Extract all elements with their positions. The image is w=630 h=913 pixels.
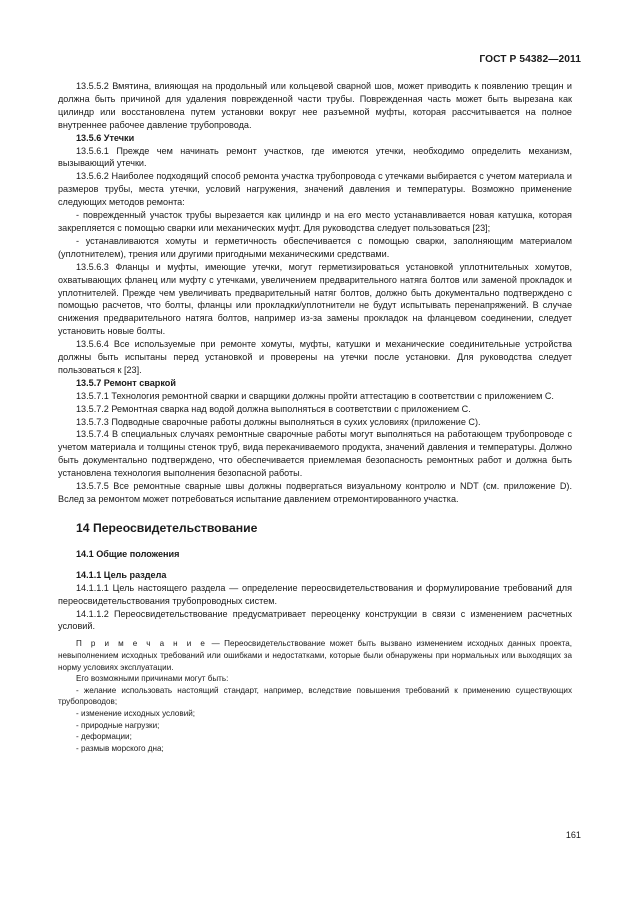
note-causes-intro: Его возможными причинами могут быть: xyxy=(76,674,229,684)
paragraph-13-5-5-2: 13.5.5.2 Вмятина, влияющая на продольный или кольцевой сварной шов, может приводить к появлению трещин и должна быть причиной для удаления поврежденной части трубы. Поврежденная часть может быть вырезана как цилиндр или восстановлена путем установки вокруг нее разъемной муфты, которая рассчитывается на полное внутреннее рабочее давление трубопровода. xyxy=(58,81,572,130)
list-item: - устанавливаются хомуты и герметичность обеспечивается с помощью сварки, заполняющим материалом (уплотнителем), трения или другими пригодными механическими средствами. xyxy=(58,235,572,259)
note-list-item: - деформации; xyxy=(76,732,132,742)
heading-13-5-7: 13.5.7 Ремонт сваркой xyxy=(76,377,176,388)
paragraph-13-5-7-3: 13.5.7.3 Подводные сварочные работы должны выполняться в сухих условиях (приложение С). xyxy=(76,416,481,427)
subsection-heading-14-1-1: 14.1.1 Цель раздела xyxy=(76,569,167,580)
paragraph-14-1-1-2: 14.1.1.2 Переосвидетельствование предусматривает переоценку конструкции в связи с изменением расчетных условий. xyxy=(58,608,572,632)
note-text: — Переосвидетельствование может быть вызвано изменением исходных данных проекта, невыполнением исходных требований или ошибками и недостатками, которые были обнаружены при нормальных или выходящих за норму условиях эксплуатации. xyxy=(58,639,572,672)
paragraph-13-5-6-1: 13.5.6.1 Прежде чем начинать ремонт участков, где имеются утечки, необходимо определить механизм, вызывающий утечки. xyxy=(58,145,572,169)
section-heading-14: 14 Переосвидетельствование xyxy=(76,520,258,535)
paragraph-13-5-7-5: 13.5.7.5 Все ремонтные сварные швы должны подвергаться визуальному контролю и NDT (см. приложение D). Вслед за ремонтом может потребоваться испытание давлением отремонтированного участка. xyxy=(58,481,572,504)
page-content xyxy=(58,80,572,754)
note-list-item: - природные нагрузки; xyxy=(76,720,160,730)
paragraph-13-5-7-2: 13.5.7.2 Ремонтная сварка над водой должна выполняться в соответствии с приложением С. xyxy=(76,403,471,414)
paragraph-13-5-6-2: 13.5.6.2 Наиболее подходящий способ ремонта участка трубопровода с утечками выбирается с учетом материала и размеров трубы, места утечки, условий нагружения, значений давления и температуры. Возможно применение следующих методов ремонта: xyxy=(58,171,572,208)
page-number: 161 xyxy=(565,830,581,840)
list-item: - поврежденный участок трубы вырезается как цилиндр и на его место устанавливается новая катушка, которая закрепляется с помощью сварки или механических муфт. Для руководства следует пользоваться [23]; xyxy=(58,210,572,233)
note-list-item: - изменение исходных условий; xyxy=(76,708,196,718)
subsection-heading-14-1: 14.1 Общие положения xyxy=(76,548,180,559)
paragraph-13-5-7-1: 13.5.7.1 Технология ремонтной сварки и сварщики должны пройти аттестацию в соответствии с приложением С. xyxy=(76,390,554,401)
document-code: ГОСТ Р 54382—2011 xyxy=(479,54,581,65)
paragraph-13-5-6-4: 13.5.6.4 Все используемые при ремонте хомуты, муфты, катушки и механические соединительные устройства должны быть испытаны перед установкой и проверены на утечки после установки. Для руководства следует пользоваться к [23]. xyxy=(58,339,572,375)
note-block xyxy=(58,638,572,754)
paragraph-14-1-1-1: 14.1.1.1 Цель настоящего раздела — определение переосвидетельствования и формулирование требований для переосвидетельствования трубопроводных систем. xyxy=(58,582,572,606)
paragraph-13-5-7-4: 13.5.7.4 В специальных случаях ремонтные сварочные работы могут выполняться на работающем трубопроводе с учетом материала и толщины стенок труб, вида перекачиваемого продукта, значений давления и температуры. Должно быть документально подтверждено, что обеспечивается приемлемая безопасность ремонтных работ и должна быть установлена технология выполнения безопасной работы. xyxy=(58,429,572,479)
note-paragraph xyxy=(58,638,572,673)
heading-13-5-6: 13.5.6 Утечки xyxy=(76,132,135,143)
paragraph-13-5-6-3: 13.5.6.3 Фланцы и муфты, имеющие утечки, могут герметизироваться установкой уплотнительных хомутов, охватывающих фланец или муфту с утечками, увеличением предварительного натяга болтов или заменой прокладок и уплотнителей. Прежде чем увеличивать предварительный натяг болтов, должно быть документально подтверждено с помощью расчетов, что болты, фланцы или прокладки/уплотнители не будут испытывать перенапряжений. В случае снижения предварительного натяга болтов, например из-за замены прокладок на фланцевом соединении, следует установить новые болты. xyxy=(58,261,572,337)
note-label: П р и м е ч а н и е xyxy=(76,639,208,649)
note-list-item: - размыв морского дна; xyxy=(76,743,164,753)
note-list-item: - желание использовать настоящий стандарт, например, вследствие повышения требований к применению существующих трубопроводов; xyxy=(58,685,572,707)
